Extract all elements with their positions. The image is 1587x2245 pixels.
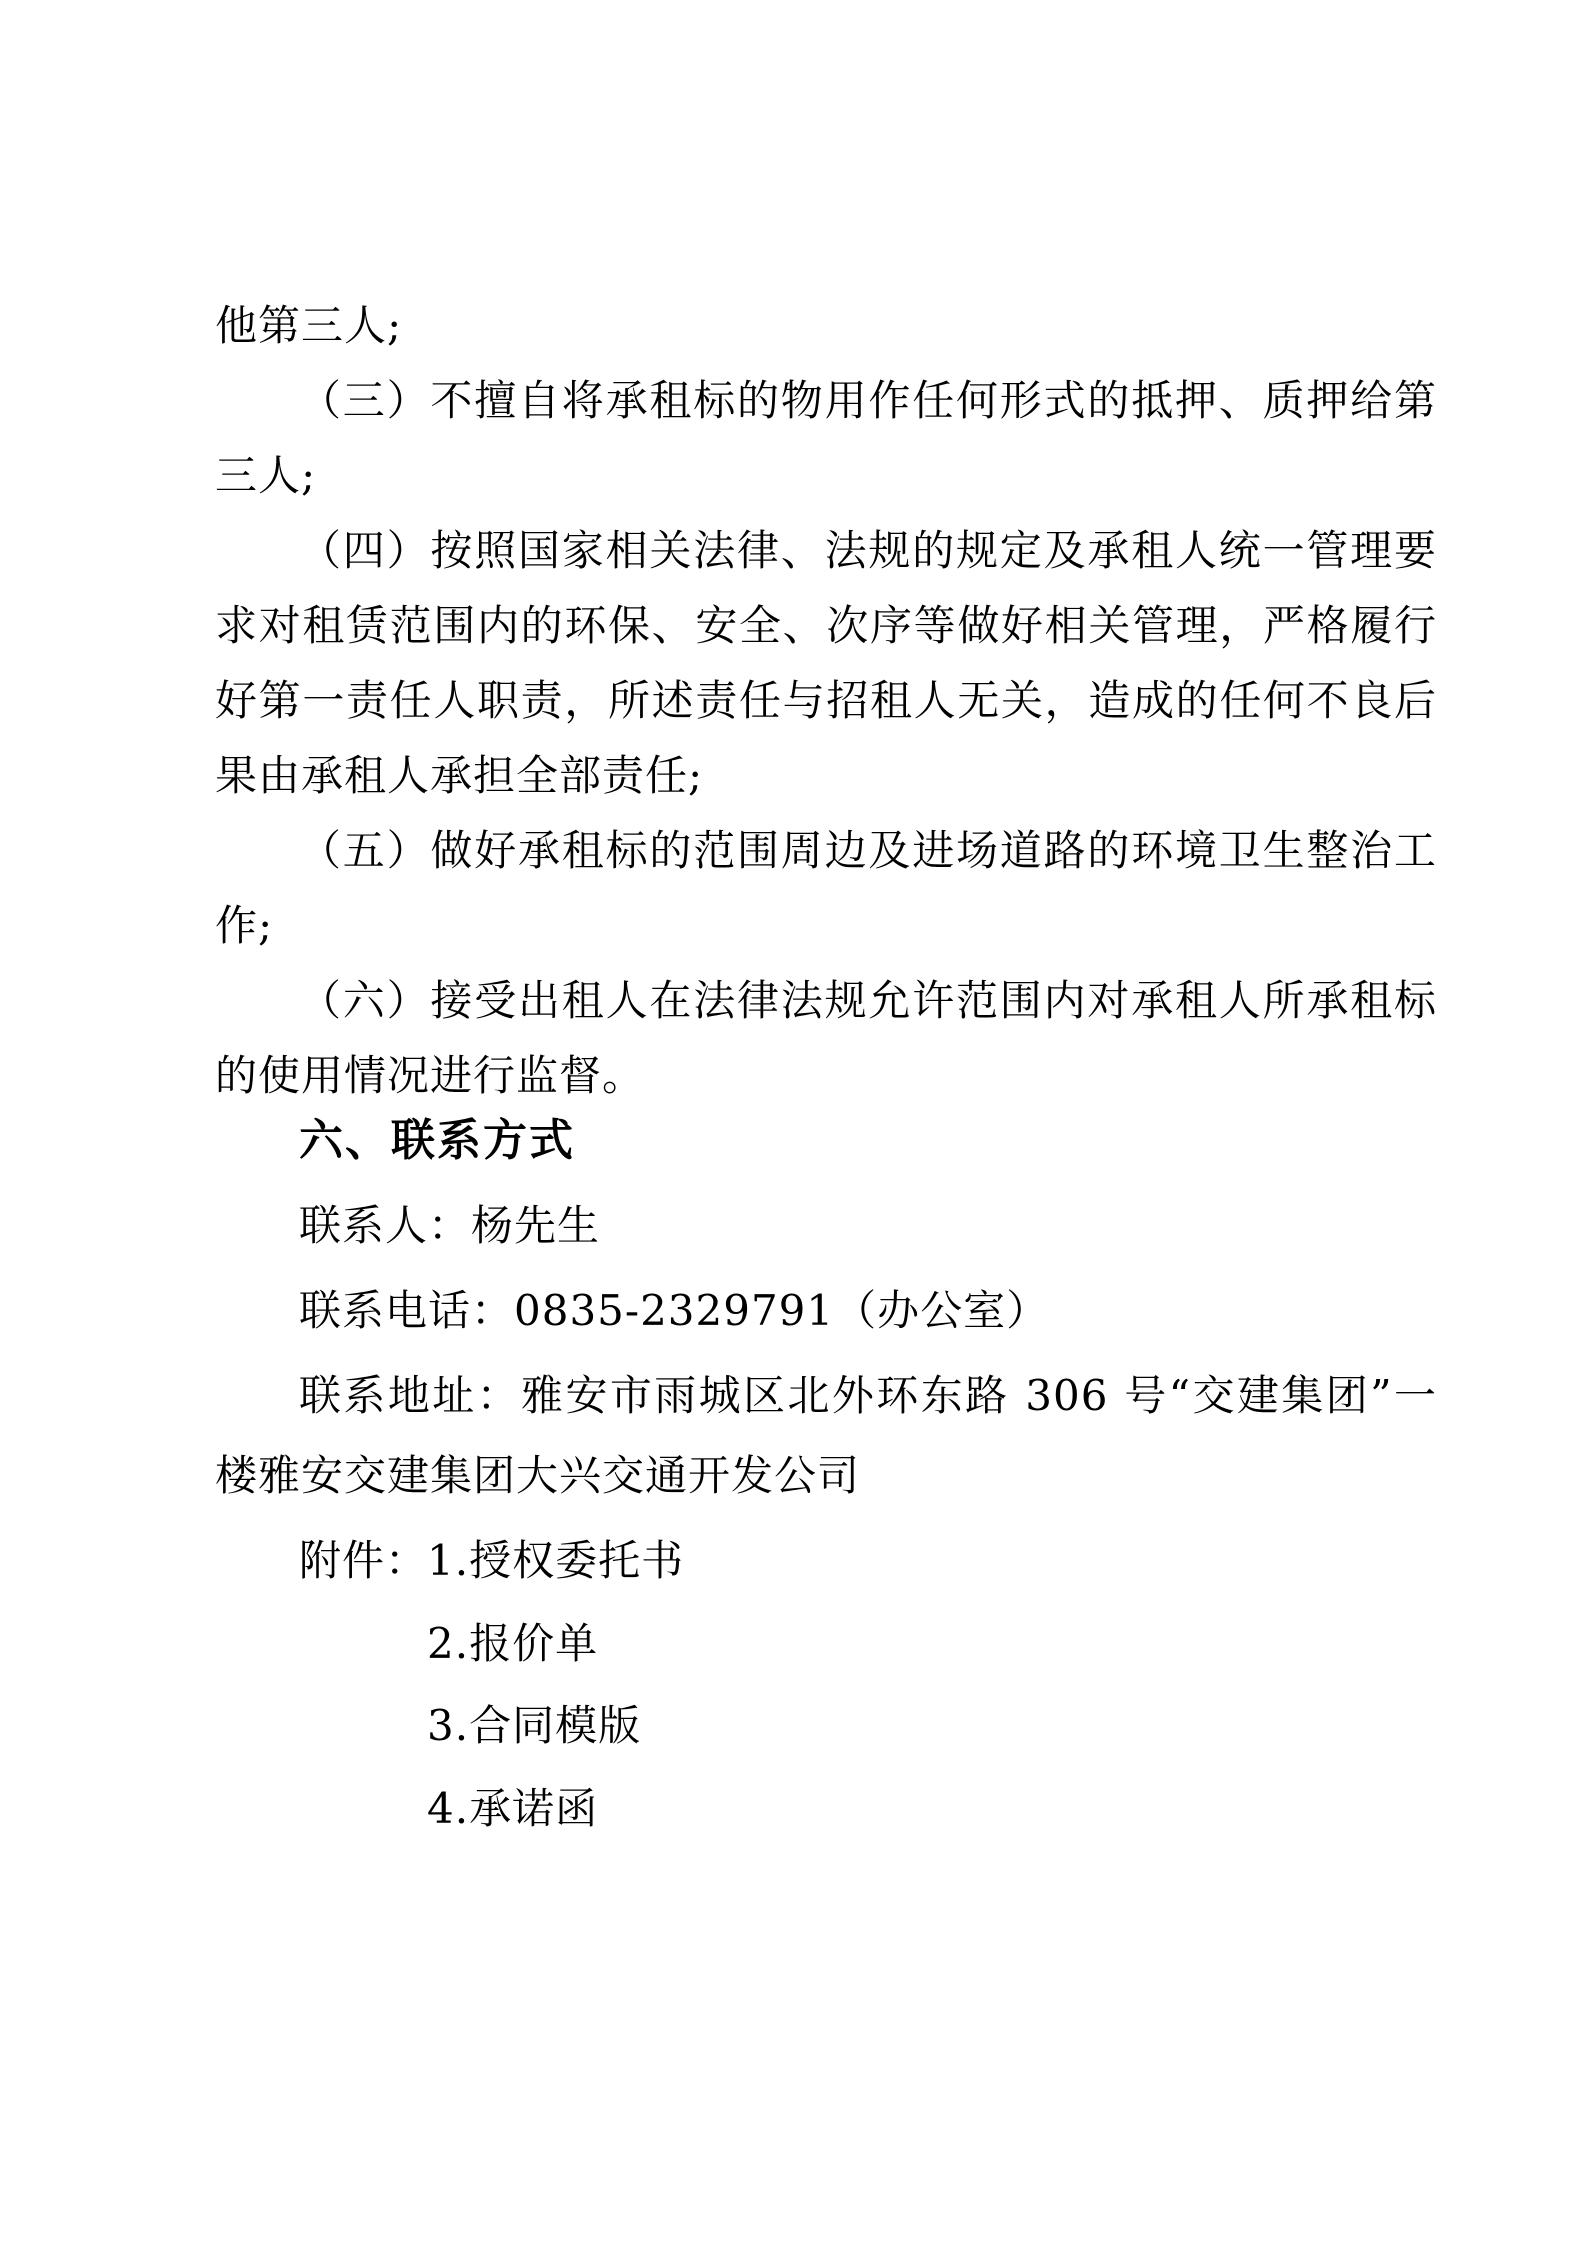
attachment-item-4: 4.承诺函: [427, 1784, 599, 1833]
section-heading-contact-info: 六、联系方式: [299, 1116, 575, 1165]
clause-4-line-4: 果由承租人承担全部责任;: [215, 751, 704, 800]
clause-5-line-2: 作;: [215, 901, 274, 950]
clause-3-line-1: （三）不擅自将承租标的物用作任何形式的抵押、质押给第: [299, 376, 1437, 425]
clause-4-line-2: 求对租赁范围内的环保、安全、次序等做好相关管理，严格履行: [215, 601, 1437, 650]
contact-phone-line: 联系电话：0835-2329791（办公室）: [299, 1286, 1050, 1335]
contact-person-line: 联系人：杨先生: [299, 1201, 601, 1250]
clause-6-line-2: 的使用情况进行监督。: [215, 1051, 646, 1100]
clause-3-line-2: 三人;: [215, 451, 317, 500]
attachment-item-2: 2.报价单: [427, 1619, 599, 1668]
attachment-item-3: 3.合同模版: [427, 1701, 642, 1750]
contact-address-line-1: 联系地址：雅安市雨城区北外环东路 306 号“交建集团”一: [299, 1371, 1437, 1420]
paragraph-continuation-line: 他第三人;: [215, 301, 403, 350]
clause-5-line-1: （五）做好承租标的范围周边及进场道路的环境卫生整治工: [299, 826, 1437, 875]
attachment-item-1: 1.授权委托书: [427, 1536, 685, 1585]
clause-4-line-3: 好第一责任人职责，所述责任与招租人无关，造成的任何不良后: [215, 676, 1437, 725]
clause-6-line-1: （六）接受出租人在法律法规允许范围内对承租人所承租标: [299, 976, 1437, 1025]
clause-4-line-1: （四）按照国家相关法律、法规的规定及承租人统一管理要: [299, 526, 1437, 575]
contact-address-line-2: 楼雅安交建集团大兴交通开发公司: [215, 1451, 861, 1500]
attachments-label: 附件：: [299, 1536, 429, 1585]
